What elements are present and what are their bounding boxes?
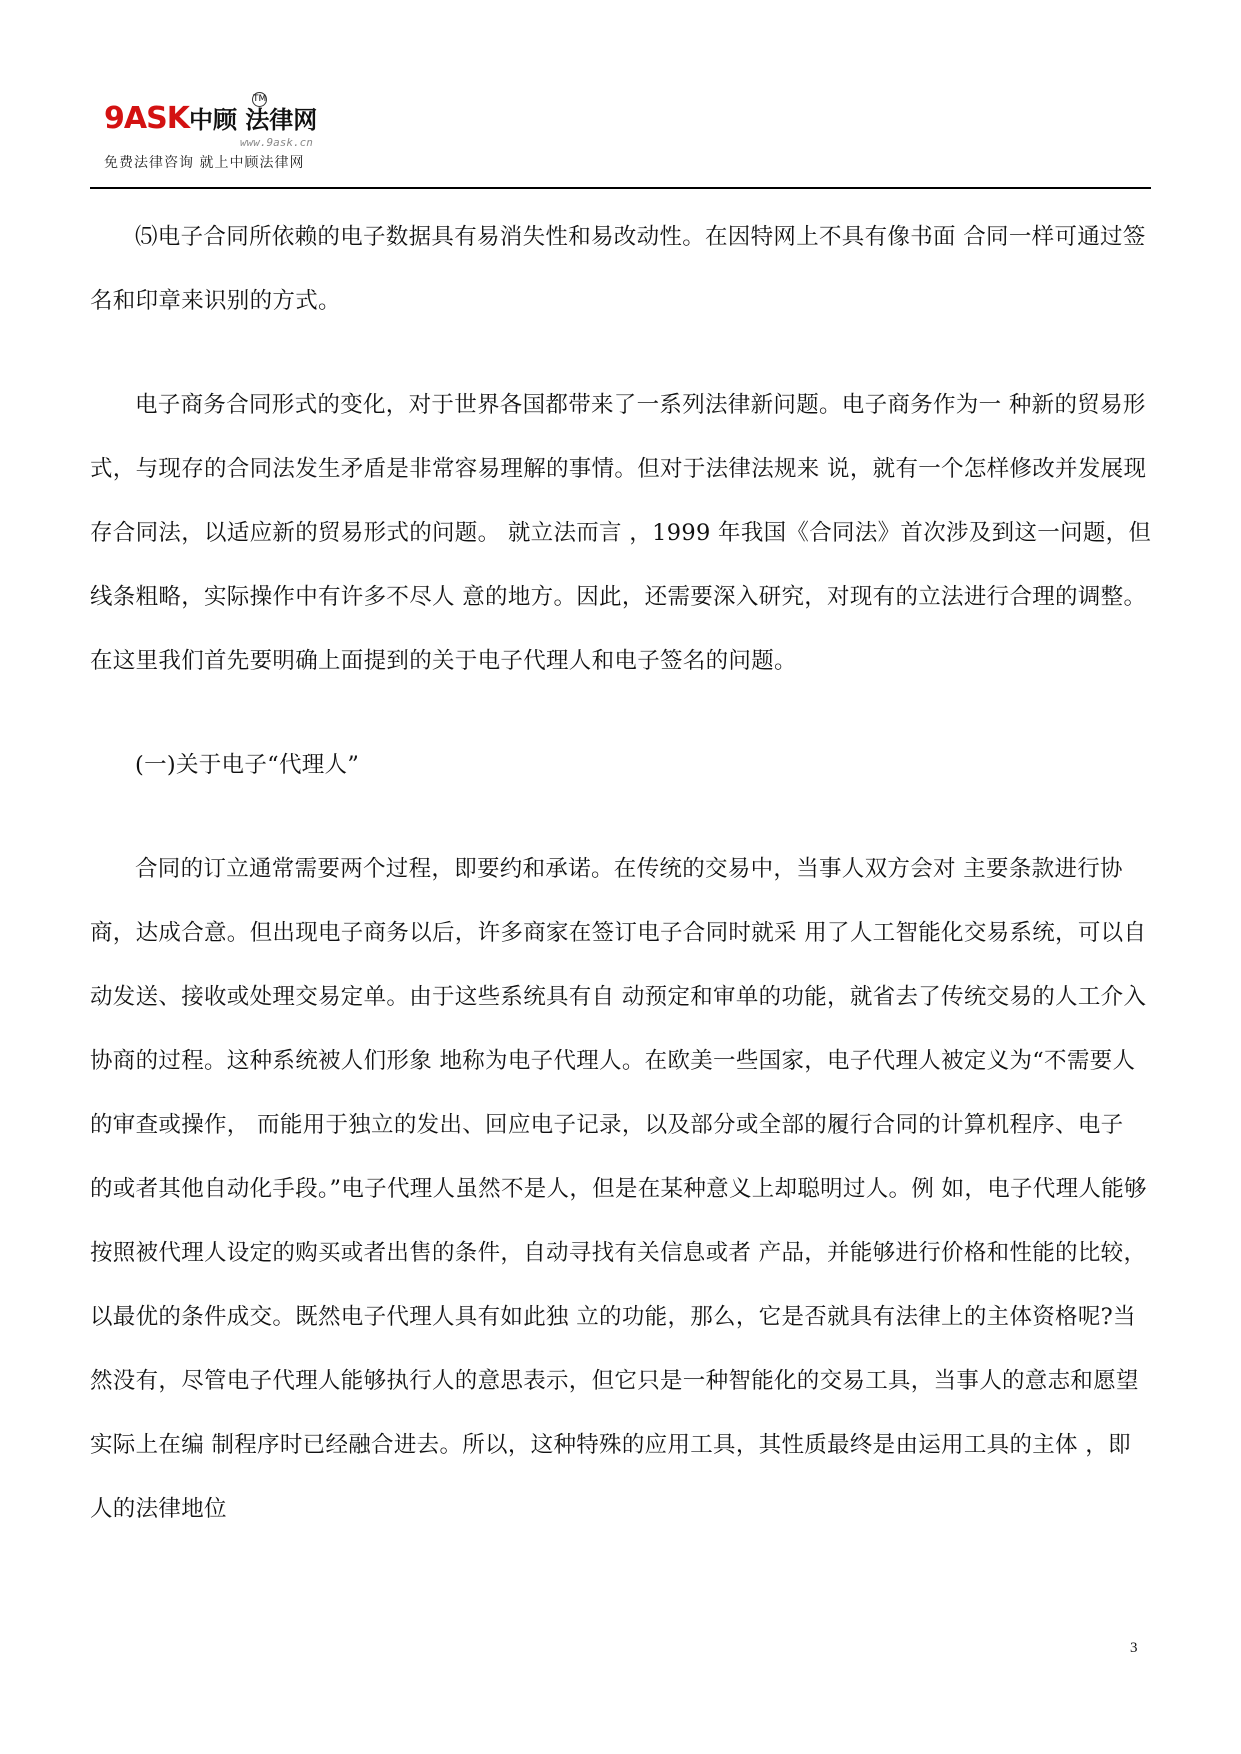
logo [104,92,364,182]
document-body [90,205,1152,1547]
section-heading: (一)关于电子“代理人” [135,752,360,778]
paragraph-1: ⑸电子合同所依赖的电子数据具有易消失性和易改动性。在因特网上不具有像书面 合同一样可通过签名和印章来识别的方式。 [90,224,1146,314]
logo-cn-text: 中顾 法律网 [188,106,318,134]
logo-slogan: 免费法律咨询 就上中顾法律网 [104,155,305,171]
paragraph-3: 合同的订立通常需要两个过程，即要约和承诺。在传统的交易中，当事人双方会对 主要条款进行协商，达成合意。但出现电子商务以后，许多商家在签订电子合同时就采 用了人工智能化交易系统，可以自动发送、接收或处理交易定单。由于这些系统具有自 动预定和审单的功能，就省去了传统交易的人工介入协商的过程。这种系统被人们形象 地称为电子代理人。在欧美一些国家，电子代理人被定义为“不需要人的审查或操作， 而能用于独立的发出、回应电子记录，以及部分或全部的履行合同的计算机程序、电子 的或者其他自动化手段。”电子代理人虽然不是人，但是在某种意义上却聪明过人。例 如，电子代理人能够按照被代理人设定的购买或者出售的条件，自动寻找有关信息或者 产品，并能够进行价格和性能的比较，以最优的条件成交。既然电子代理人具有如此独 立的功能，那么，它是否就具有法律上的主体资格呢?当然没有，尽管电子代理人能够执行人的意思表示，但它只是一种智能化的交易工具，当事人的意志和愿望实际上在编 制程序时已经融合进去。所以，这种特殊的应用工具，其性质最终是由运用工具的主体 ，即人的法律地位 [90,856,1147,1522]
trademark-badge: TM [252,92,267,107]
page-header [90,92,1151,189]
logo-url: www.9ask.cn [240,136,313,149]
logo-wordmark [104,100,317,134]
logo-main-text: 9ASK [104,101,189,136]
paragraph-2: 电子商务合同形式的变化，对于世界各国都带来了一系列法律新问题。电子商务作为一 种新的贸易形式，与现存的合同法发生矛盾是非常容易理解的事情。但对于法律法规来 说，就有一个怎样修改并发展现存合同法，以适应新的贸易形式的问题。 就立法而言 ，1999 年我国《合同法》首次涉及到这一问题，但线条粗略，实际操作中有许多不尽人 意的地方。因此，还需要深入研究，对现有的立法进行合理的调整。 在这里我们首先要明确上面提到的关于电子代理人和电子签名的问题。 [90,392,1152,674]
page-number: 3 [1130,1640,1138,1656]
